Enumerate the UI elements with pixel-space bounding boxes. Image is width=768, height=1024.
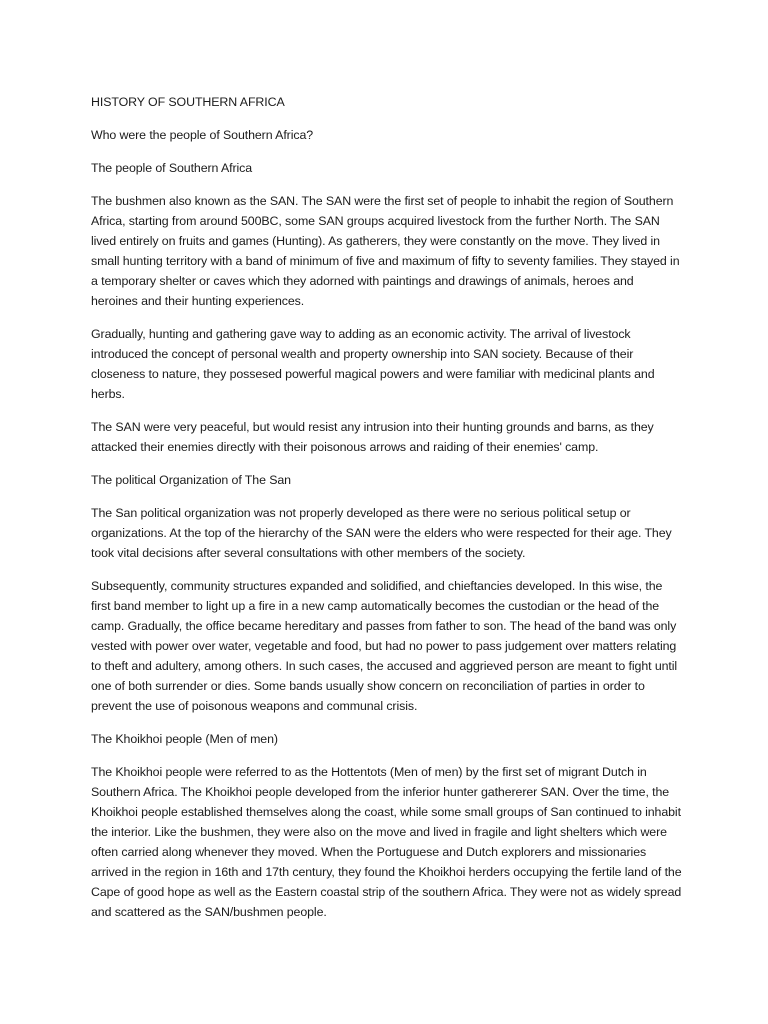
question-heading: Who were the people of Southern Africa? xyxy=(91,128,314,142)
document-body xyxy=(91,92,683,935)
paragraph-khoikhoi: The Khoikhoi people were referred to as the Hottentots (Men of men) by the first set of migrant Dutch in Southern Africa. The Khoikhoi people developed from the inferior hunter gathererer SAN. Over the time, the Khoikhoi people established themselves along the coast, while some small groups of San continued to inhabit the interior. Like the bushmen, they were also on the move and lived in fragile and light shelters which were often carried along whenever they moved. When the Portuguese and Dutch explorers and missionaries arrived in the region in 16th and 17th century, they found the Khoikhoi herders occupying the fertile land of the Cape of good hope as well as the Eastern coastal strip of the southern Africa. They were not as widely spread and scattered as the SAN/bushmen people. xyxy=(91,765,682,919)
document-title: HISTORY OF SOUTHERN AFRICA xyxy=(91,95,285,109)
paragraph-san-economy: Gradually, hunting and gathering gave way to adding as an economic activity. The arrival of livestock introduced the concept of personal wealth and property ownership into SAN society. Because of their closeness to nature, they possesed powerful magical powers and were familiar with medicinal plants and herbs. xyxy=(91,327,655,401)
section-heading-people: The people of Southern Africa xyxy=(91,161,253,175)
paragraph-political-organization: The San political organization was not properly developed as there were no serious political setup or organizations. At the top of the hierarchy of the SAN were the elders who were respected for their age. They took vital decisions after several consultations with other members of the society. xyxy=(91,506,672,560)
paragraph-chieftancies: Subsequently, community structures expanded and solidified, and chieftancies developed. In this wise, the first band member to light up a fire in a new camp automatically becomes the custodian or the head of the camp. Gradually, the office became hereditary and passes from father to son. The head of the band was only vested with power over water, vegetable and food, but had no power to pass judgement over matters relating to theft and adultery, among others. In such cases, the accused and aggrieved person are meant to fight until one of both surrender or dies. Some bands usually show concern on reconciliation of parties in order to prevent the use of poisonous weapons and communal crisis. xyxy=(91,579,678,713)
paragraph-san-peaceful: The SAN were very peaceful, but would resist any intrusion into their hunting grounds and barns, as they attacked their enemies directly with their poisonous arrows and raiding of their enemies' camp. xyxy=(91,420,654,454)
section-heading-political: The political Organization of The San xyxy=(91,473,291,487)
section-heading-khoikhoi: The Khoikhoi people (Men of men) xyxy=(91,732,278,746)
paragraph-san-intro: The bushmen also known as the SAN. The SAN were the first set of people to inhabit the region of Southern Africa, starting from around 500BC, some SAN groups acquired livestock from the further North. The SAN lived entirely on fruits and games (Hunting). As gatherers, they were constantly on the move. They lived in small hunting territory with a band of minimum of five and maximum of fifty to seventy families. They stayed in a temporary shelter or caves which they adorned with paintings and drawings of animals, heroes and heroines and their hunting experiences. xyxy=(91,194,680,308)
